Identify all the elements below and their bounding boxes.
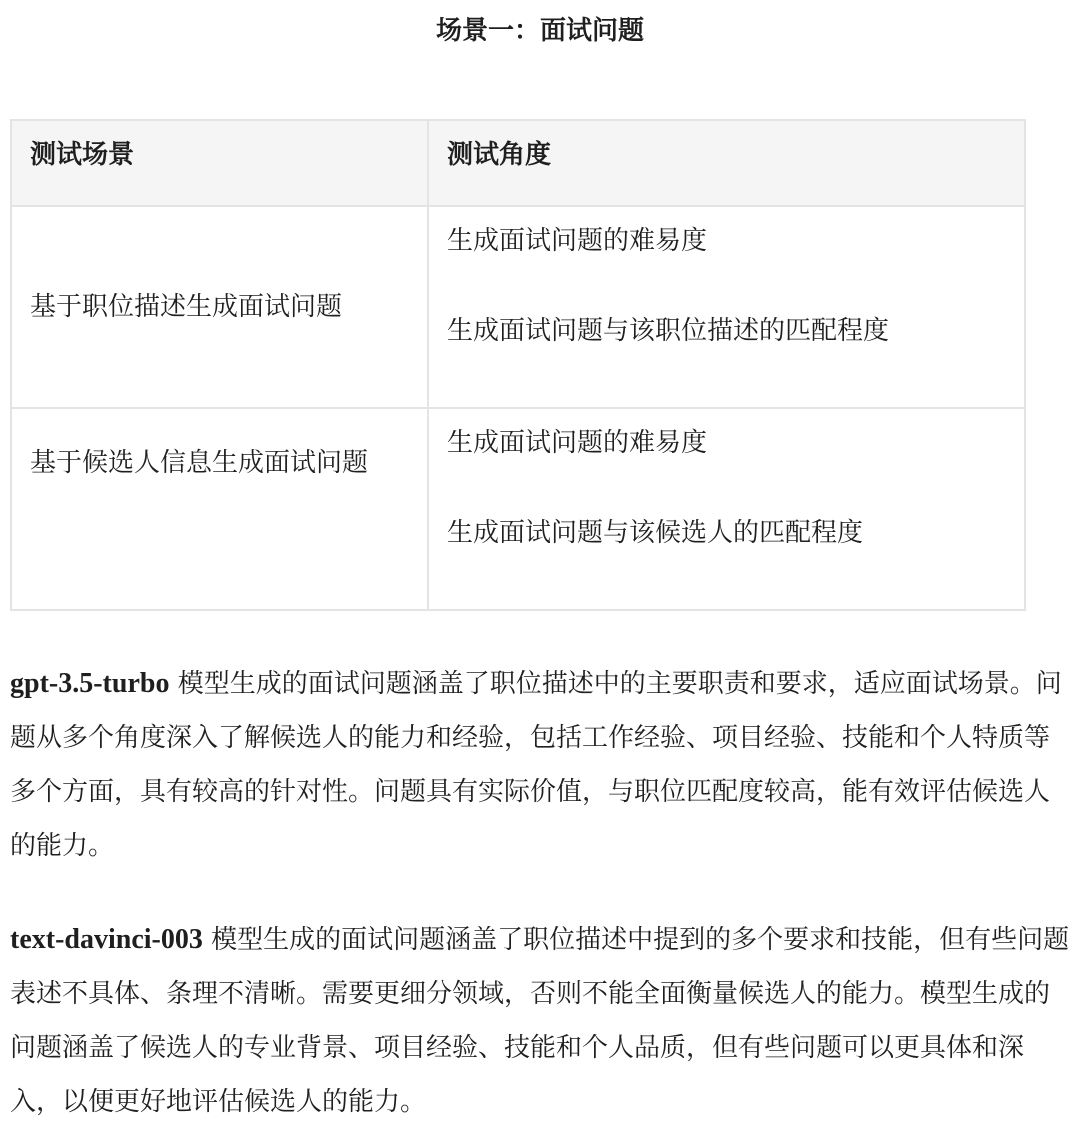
table-header-row (11, 120, 1025, 206)
angle-cell (428, 206, 1025, 408)
scenario-table (10, 119, 1026, 611)
header-test-scene: 测试场景 (11, 120, 428, 206)
angle-item: 生成面试问题的难易度 (447, 428, 708, 458)
gpt-evaluation-paragraph (10, 657, 1070, 873)
page-title: 场景一：面试问题 (435, 16, 644, 46)
table-row (11, 408, 1025, 610)
scene-cell: 基于职位描述生成面试问题 (11, 206, 428, 408)
angle-item: 生成面试问题的难易度 (447, 226, 708, 256)
scene-cell: 基于候选人信息生成面试问题 (11, 408, 428, 610)
model-name: gpt-3.5-turbo (10, 668, 170, 699)
table-row (11, 206, 1025, 408)
davinci-evaluation-paragraph (10, 913, 1070, 1129)
angle-item: 生成面试问题与该候选人的匹配程度 (447, 518, 864, 548)
angle-cell (428, 408, 1025, 610)
model-name: text-davinci-003 (10, 924, 203, 955)
paragraph-text: 模型生成的面试问题涵盖了职位描述中提到的多个要求和技能，但有些问题表述不具体、条理不清晰。需要更细分领域，否则不能全面衡量候选人的能力。模型生成的问题涵盖了候选人的专业背景、项目经验、技能和个人品质，但有些问题可以更具体和深入，以便更好地评估候选人的能力。 (10, 925, 1070, 1117)
paragraph-text: 模型生成的面试问题涵盖了职位描述中的主要职责和要求，适应面试场景。问题从多个角度深入了解候选人的能力和经验，包括工作经验、项目经验、技能和个人特质等多个方面，具有较高的针对性。问题具有实际价值，与职位匹配度较高，能有效评估候选人的能力。 (10, 669, 1062, 861)
angle-item: 生成面试问题与该职位描述的匹配程度 (447, 316, 890, 346)
header-test-angle: 测试角度 (428, 120, 1025, 206)
